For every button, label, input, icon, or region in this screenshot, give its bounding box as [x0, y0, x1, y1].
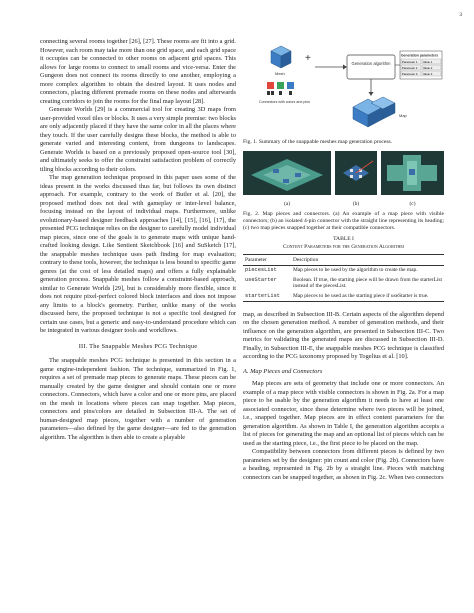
table-title-number: TABLE I	[333, 236, 354, 242]
snapped-pieces-image	[381, 151, 444, 195]
parameters-table	[243, 254, 444, 302]
params-rows	[401, 59, 441, 76]
section-heading: III. The Snappable Meshes PCG Technique	[78, 342, 198, 350]
table-title: Content Parameters for the Generation Algorithm	[283, 243, 404, 250]
figure-2-caption: Fig. 2. Map pieces and connectors. (a) An example of a map piece with visible connectors; (b) an isolated 4-pin connector with the straight line representing its heading; (c) two map pieces snapped together at their compatible connectors.	[243, 211, 444, 231]
subsection-heading: A. Map Pieces and Connectors	[243, 367, 323, 375]
figure-1	[243, 37, 444, 145]
svg-text:Value 3: Value 3	[423, 71, 433, 76]
connectors-label: Connectors with colors and pins	[259, 100, 310, 104]
figure-2a	[243, 151, 331, 208]
mesh-label: Mesh	[275, 71, 285, 76]
algorithm-box	[347, 55, 395, 79]
table-row: piecesList Map pieces to be used by the algorithm to create the map.	[245, 267, 418, 273]
figure-2b	[335, 151, 377, 208]
table-header-description: Description	[291, 255, 444, 266]
right-para-1: map, as described in Subsection III-B. Certain aspects of the algorithm depend on the chosen generation method. A number of generation methods, and their influence on the generation algorithm, are presented in Subsection III-C. Two metrics for validating the generated maps are discussed in Subsection III-D. Finally, in Subsection III-E, the snappable meshes PCG technique is classified according to the PCG taxonomy proposed by Togelius et al. [10].	[243, 310, 444, 360]
table-row: useStarter Boolean. If true, the starting piece will be drawn from the starterList instead of the piecesList.	[245, 276, 442, 289]
right-para-3: Compatibility between connectors from different pieces is defined by two parameters set by the designer: pin count and color (Fig. 2b). Connectors have a heading, represented in Fig. 2b by a straight line. Pieces with matching connectors can be snapped together, as shown in Fig. 2c. When two connectors	[243, 448, 444, 481]
left-para-4: The snappable meshes PCG technique is presented in this section in a game engine-independent fashion. The technique, summarized in Fig. 1, requires a set of premade map pieces to generate maps. These pieces can be manually created by the game designer and should contain one or more connectors. Connectors, which have a color and one or more pins, are placed on the mesh in locations where pieces can snap together. Map pieces, connectors and pins/colors are detailed in Subsection III-A. The set of human-designed map pieces, together with a number of generation parameters—also defined by the game designer—are fed to the generation algorithm. The algorithm is then able to create a playable	[40, 357, 236, 441]
svg-text:Parameter 1: Parameter 1	[402, 59, 418, 64]
figure-2b-label: (b)	[352, 200, 360, 207]
figure-1-diagram	[243, 37, 444, 137]
map-piece-image	[243, 151, 331, 195]
output-label: Map	[399, 113, 407, 118]
table-row: starterList Map pieces to be used as the starting piece if useStarter is true.	[243, 291, 444, 301]
table-1	[243, 236, 444, 302]
svg-text:Parameter 2: Parameter 2	[402, 65, 418, 70]
svg-text:Parameter 3: Parameter 3	[402, 71, 418, 76]
right-para-2: Map pieces are sets of geometry that include one or more connectors. An example of a map piece with visible connectors is shown in Fig. 2a. For a map piece to be usable by the generation algorithm it needs to have at least one associated connector, since these determine where two pieces will be joined, i.e., snapped together. Map pieces are in effect content parameters for the generation algorithm. As shown in Table I, the generation algorithm accepts a list of pieces for generating the map and an optional list of pieces which can be used as the starting piece, i.e., the first piece to be placed on the map.	[243, 380, 444, 447]
svg-text:Value 2: Value 2	[423, 65, 433, 70]
svg-text:+: +	[305, 53, 311, 64]
page-number: 3	[459, 12, 462, 18]
figure-2	[243, 151, 444, 232]
svg-text:Value 1: Value 1	[423, 59, 433, 64]
left-para-1: connecting several rooms together [26], [27]. These rooms are fit into a grid. However, each room may take more than one grid space, and each grid space it occupies can be connected to other rooms on adjacent grid spaces. This allows for large rooms to connect to small rooms and vice-versa. Enter the Gungeon does not connect its rooms directly to one another, employing a more complex algorithm to obtain the desired layout. It uses nodes and connectors, placing different premade rooms on these nodes and afterwards creating corridors to join the rooms for the final map layout [28].	[40, 38, 236, 105]
figure-2c	[381, 151, 444, 208]
algorithm-label: Generation algorithm	[351, 61, 391, 66]
connector-image	[335, 151, 377, 195]
left-para-3: The map generation technique proposed in this paper uses some of the ideas present in the works discussed thus far, but follows its own distinct approach. For example, contrary to the work of Butler et al. [20], the proposed method does not deal with gameplay or inter-level balance, focusing instead on the layout of individual maps. Furthermore, unlike evolutionary-based designer feedback approaches [14], [15], [16], [17], the presented PCG technique relies on the designer to carefully model individual map pieces, since one of the goals is to generate maps with unique hand-crafted looking design. Like Sentient Sketchbook [16] and SuSketch [17], the snappable meshes technique uses path finding for map evaluation; contrary to these tools, however, the technique is less bound to specific game genres (at the cost of less detailed maps) and offers a fully explainable generation process. Snappable meshes follow a constraint-based approach, similar to Generate Worlds [29], but is considerably more flexible, since it does not require pixel-perfect colored block interfaces and does not impose any limits to a block's geometry. Further, unlike many of the works discussed here, the proposed technique is not a specific tool designed for certain use cases, but a generic and easy-to-understand procedure which can be integrated in various designer tools and workflows.	[40, 174, 236, 334]
connectors-icon	[267, 82, 294, 95]
output-map-icon	[353, 97, 395, 127]
table-header-parameter: Parameter	[243, 255, 291, 266]
params-title: Generation parameters	[401, 53, 439, 58]
right-column	[243, 37, 444, 482]
figure-2c-label: (c)	[409, 200, 416, 207]
left-para-2: Generate Worlds [29] is a commercial tool for creating 3D maps from user-provided voxel tiles or blocks. It uses a very simple premise: two blocks are only adjacently placed if they have the same color in all the places where they touch. If the user carefully designs these blocks, the method is able to generate varied and interesting content, from dungeons to landscapes. Generate Worlds is based on a previously proposed open-source tool [30], and ultimately seeks to offer the constraint satisfaction problem of correctly tiling blocks according to their colors.	[40, 106, 236, 173]
figure-2a-label: (a)	[284, 200, 290, 207]
left-column	[40, 38, 236, 442]
mesh-cube-icon	[271, 46, 291, 68]
figure-1-caption: Fig. 1. Summary of the snappable meshes map generation process.	[243, 138, 393, 145]
